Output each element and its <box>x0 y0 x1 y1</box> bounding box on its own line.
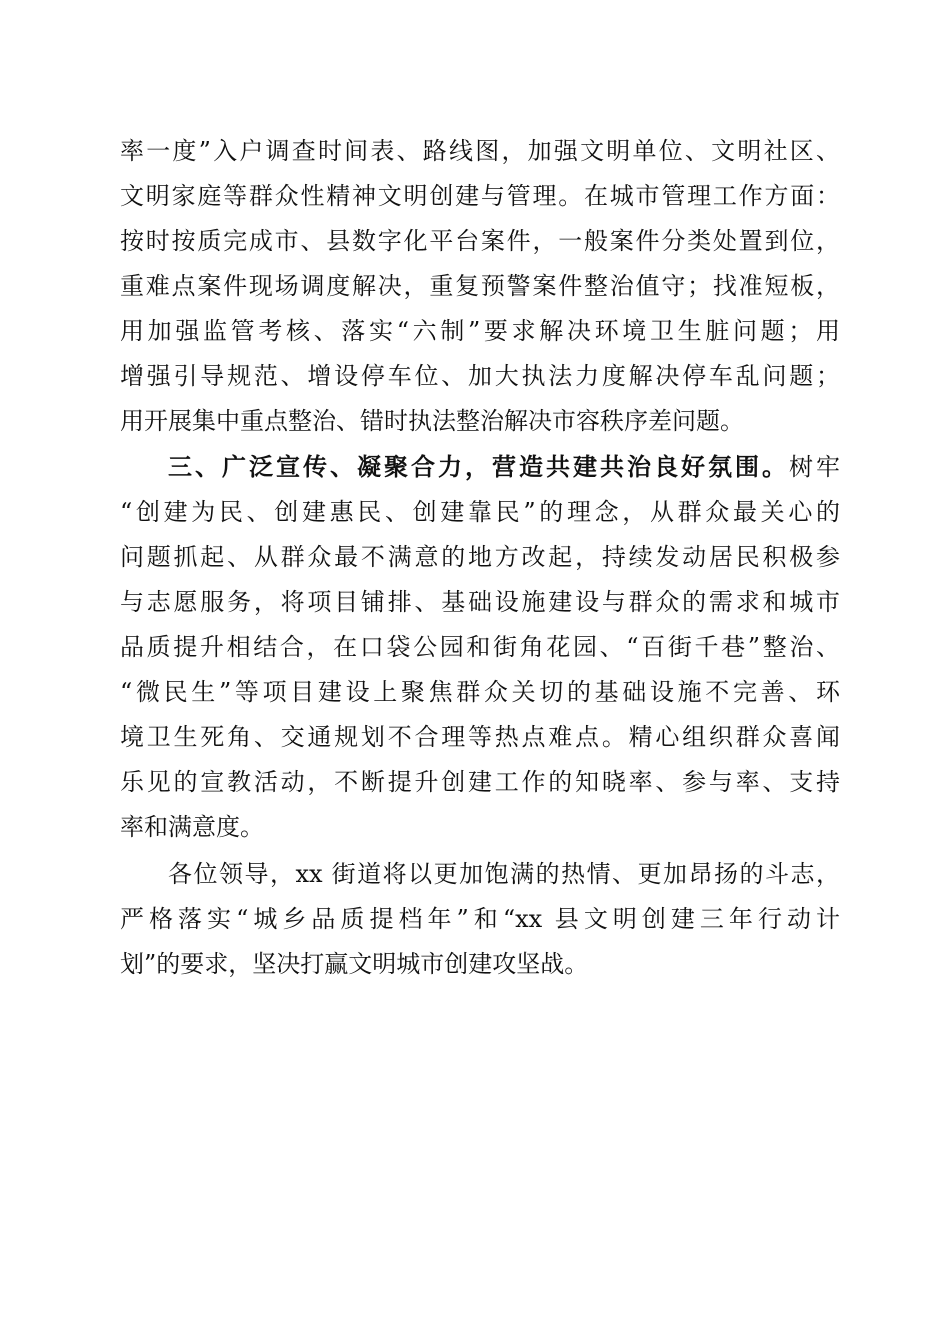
text-line: 用加强监管考核、落实“六制”要求解决环境卫生脏问题；用 <box>120 317 840 345</box>
text-line: 文明家庭等群众性精神文明创建与管理。在城市管理工作方面： <box>120 182 840 210</box>
heading-line-text: 树牢 <box>789 453 840 481</box>
text-line: 乐见的宣教活动，不断提升创建工作的知晓率、参与率、支持 <box>120 768 840 796</box>
text-line: “创建为民、创建惠民、创建靠民”的理念，从群众最关心的 <box>120 498 840 526</box>
text-line: 各位领导，xx 街道将以更加饱满的热情、更加昂扬的斗志， <box>168 860 840 888</box>
text-line: 用开展集中重点整治、错时执法整治解决市容秩序差问题。 <box>120 407 744 435</box>
text-line: 境卫生死角、交通规划不合理等热点难点。精心组织群众喜闻 <box>120 723 840 751</box>
text-line: 按时按质完成市、县数字化平台案件，一般案件分类处置到位， <box>120 227 840 255</box>
text-line: 率一度”入户调查时间表、路线图，加强文明单位、文明社区、 <box>120 137 840 165</box>
section-heading-line <box>168 445 840 489</box>
text-line: 重难点案件现场调度解决，重复预警案件整治值守；找准短板， <box>120 272 840 300</box>
text-line: 率和满意度。 <box>120 813 264 841</box>
text-line: 增强引导规范、增设停车位、加大执法力度解决停车乱问题； <box>120 362 840 390</box>
text-line: 划”的要求，坚决打赢文明城市创建攻坚战。 <box>120 950 589 978</box>
text-line: 问题抓起、从群众最不满意的地方改起，持续发动居民积极参 <box>120 543 840 571</box>
text-line: 与志愿服务，将项目铺排、基础设施建设与群众的需求和城市 <box>120 588 840 616</box>
text-line: 严格落实“城乡品质提档年”和“xx 县文明创建三年行动计 <box>120 905 840 933</box>
section-heading: 三、广泛宣传、凝聚合力，营造共建共治良好氛围。 <box>168 453 789 481</box>
text-line: “微民生”等项目建设上聚焦群众关切的基础设施不完善、环 <box>120 678 840 706</box>
text-line: 品质提升相结合，在口袋公园和街角花园、“百街千巷”整治、 <box>120 633 840 661</box>
